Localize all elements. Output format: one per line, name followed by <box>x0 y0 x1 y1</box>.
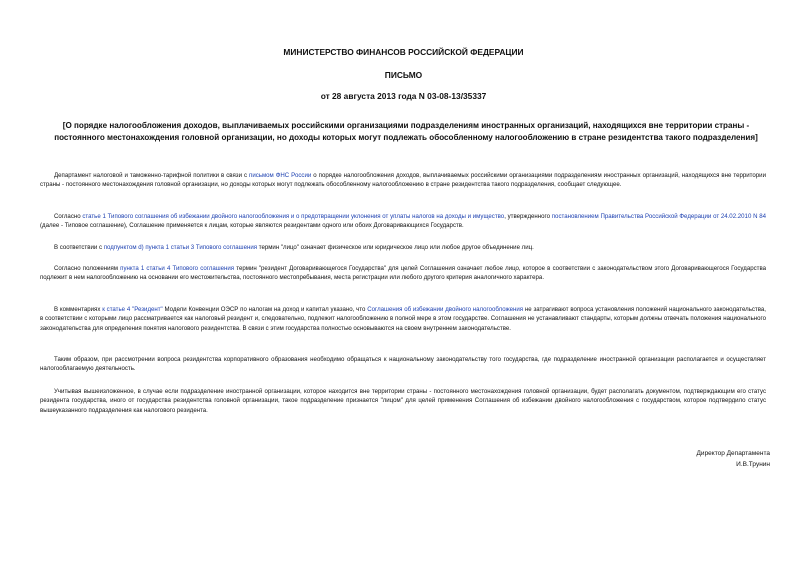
paragraph-2 <box>40 212 766 231</box>
ministry-heading: МИНИСТЕРСТВО ФИНАНСОВ РОССИЙСКОЙ ФЕДЕРАЦИИ <box>283 47 524 57</box>
paragraph-text: Модели Конвенции ОЭСР по налогам на доход и капитал указано, что <box>162 306 368 313</box>
paragraph-6: Таким образом, при рассмотрении вопроса резидентства корпоративного образования необходимо обращаться к национальному законодательству того государства, где подразделение иностранной организации располагается и осуществляет налогооблагаемую деятельность. <box>40 356 766 373</box>
paragraph-text: В соответствии с <box>54 244 104 251</box>
fns-letter-link[interactable]: письмом ФНС России <box>249 172 312 179</box>
document-date-number: от 28 августа 2013 года N 03-08-13/35337 <box>320 91 487 101</box>
double-taxation-agreements-link[interactable]: Соглашения об избежании двойного налогообложения <box>367 306 524 313</box>
paragraph-text: не затрагивают вопроса установления положений национального законодательства, в соответствии с которыми лицо рассматривается как налоговый резидент и, следовательно, подлежит налогообложению в полной мере в этом государстве. Соглашения не устанавливают стандарты, которым должны отвечать положения национального законодательства для определения понятия налогового резидентства. В связи с этим государства полностью основываются на своем внутреннем законодательстве. <box>40 306 766 332</box>
paragraph-text: о порядке налогообложения доходов, выплачиваемых российскими организациями подразделениям иностранных организаций, находящихся вне территории страны - постоянного местонахождения головной организации, но доходы которых могут подлежать обособленному налогообложению в стране резидентства такого подразделения, сообщает следующее. <box>40 172 766 189</box>
model-agreement-article-1-link[interactable]: статье 1 Типового соглашения об избежании двойного налогообложения и о предотвращении уклонения от уплаты налогов на доходы и имущество <box>82 213 505 220</box>
paragraph-text: В комментариях <box>54 306 103 313</box>
article-3-subparagraph-link[interactable]: подпунктом d) пункта 1 статьи 3 Типового соглашения <box>103 244 258 251</box>
document-type: ПИСЬМО <box>384 70 423 80</box>
paragraph-text: , утвержденного <box>504 213 552 220</box>
signature-title: Директор Департамента <box>696 450 770 457</box>
paragraph-text: термин "резидент Договаривающегося Государства" для целей Соглашения означает любое лицо, которое в соответствии с законодательством этого Договаривающегося Государства подлежит в нем налогообложению на основании его местожительства, постоянного местопребывания, места регистрации или любого другого критерия аналогичного характера. <box>40 265 767 282</box>
paragraph-3 <box>40 243 766 252</box>
government-resolution-link[interactable]: постановлением Правительства Российской Федерации от 24.02.2010 N 84 <box>551 213 766 220</box>
paragraph-1 <box>40 171 766 190</box>
paragraph-text: (далее - Типовое соглашение), Соглашение применяется к лицам, которые являются резидентами одного или обоих Договаривающихся Государств. <box>40 222 464 230</box>
paragraph-4 <box>40 264 766 283</box>
paragraph-text: Согласно <box>54 213 83 220</box>
paragraph-7: Учитывая вышеизложенное, в случае если подразделение иностранной организации, которое находится вне территории страны - постоянного местонахождения головной организации, будет располагать документом, подтверждающим его статус резидента государства, иного от государства резидентства головной организации, такое подразделение признается "лицом" для целей применения Соглашения об избежании двойного налогообложения с государством, которое подтвердило статус вышеуказанного подразделения как налогового резидента. <box>40 388 766 414</box>
signature-name: И.В.Трунин <box>736 461 770 468</box>
paragraph-text: Департамент налоговой и таможенно-тарифной политики в связи с <box>54 172 250 179</box>
paragraph-text: термин "лицо" означает физическое или юридическое лицо или любое другое объединение лиц. <box>257 244 534 251</box>
article-4-resident-link[interactable]: к статье 4 "Резидент" <box>102 306 163 313</box>
document-subject: [О порядке налогообложения доходов, выплачиваемых российскими организациями подразделениям иностранных организаций, находящихся вне территории страны - постоянного местонахождения головной организации, но доходы которых могут подлежать обособленному налогообложению в стране резидентства такого подразделения] <box>54 121 758 142</box>
paragraph-text: Согласно положениям <box>54 265 121 272</box>
paragraph-5 <box>40 305 766 333</box>
article-4-point-1-link[interactable]: пункта 1 статьи 4 Типового соглашения <box>120 265 235 272</box>
